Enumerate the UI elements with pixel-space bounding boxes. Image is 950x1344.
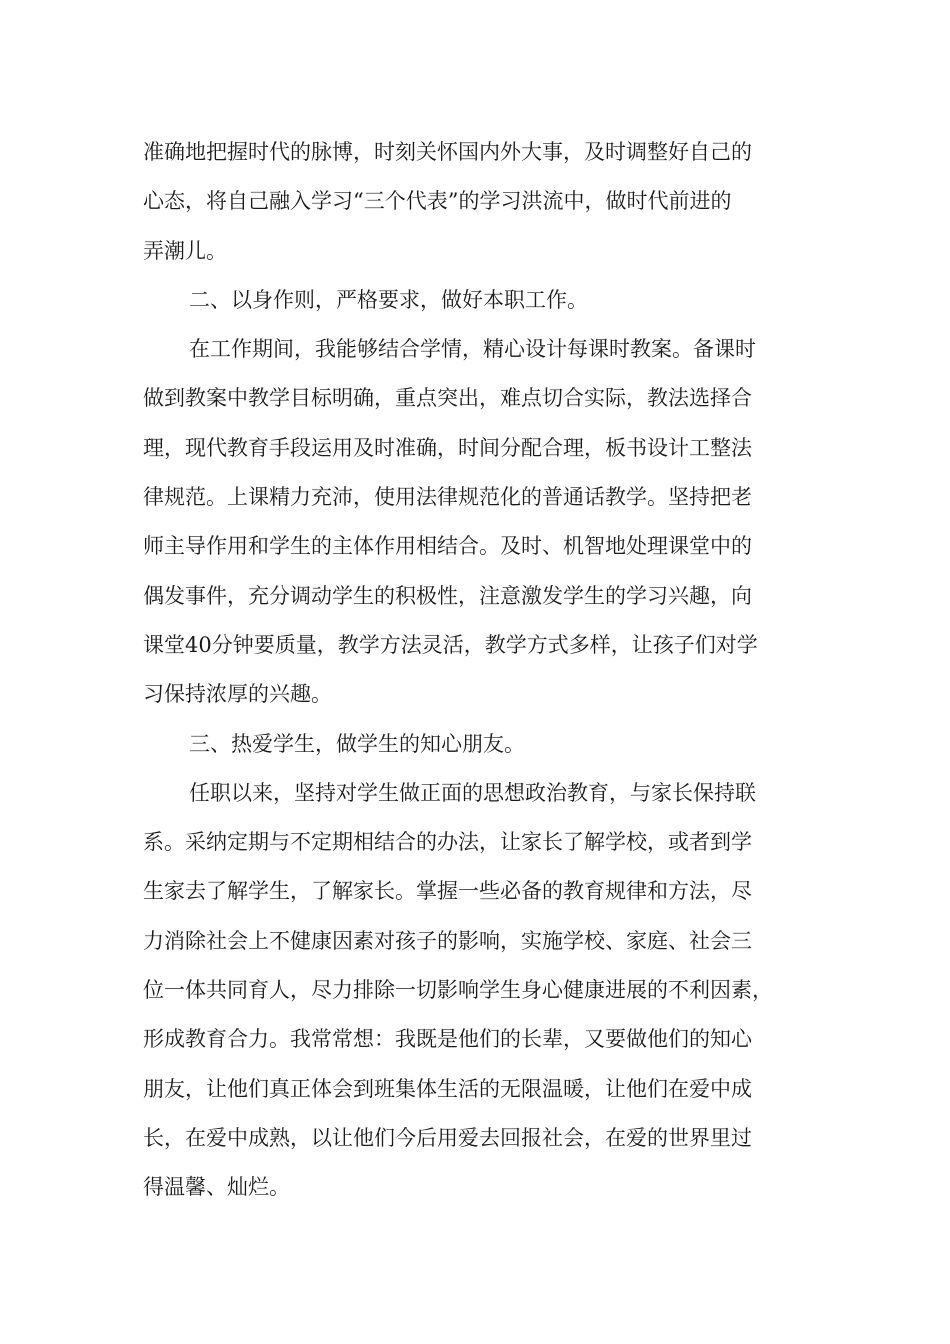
text-line: 师主导作用和学生的主体作用相结合。及时、机智地处理课堂中的 <box>143 534 752 559</box>
text-line: 长，在爱中成熟，以让他们今后用爱去回报社会，在爱的世界里过 <box>143 1125 752 1150</box>
text-line: 形成教育合力。我常常想：我既是他们的长辈，又要做他们的知心 <box>143 1027 752 1052</box>
text-line: 得温馨、灿烂。 <box>143 1175 290 1200</box>
text-line: 力消除社会上不健康因素对孩子的影响，实施学校、家庭、社会三 <box>143 928 752 953</box>
text-line: 偶发事件，充分调动学生的积极性，注意激发学生的学习兴趣，向 <box>143 583 752 608</box>
text-line: 弄潮儿。 <box>143 238 227 263</box>
text-line: 做到教案中教学目标明确，重点突出，难点切合实际，教法选择合 <box>143 386 752 411</box>
text-line: 生家去了解学生，了解家长。掌握一些必备的教育规律和方法，尽 <box>143 879 752 904</box>
section-heading: 三、热爱学生，做学生的知心朋友。 <box>189 731 525 756</box>
text-line: 朋友，让他们真正体会到班集体生活的无限温暖，让他们在爱中成 <box>143 1076 752 1101</box>
text-line: 习保持浓厚的兴趣。 <box>143 682 332 707</box>
document-body <box>143 128 815 1213</box>
text-line: 理，现代教育手段运用及时准确，时间分配合理，板书设计工整法 <box>143 435 752 460</box>
paragraph-first-line: 任职以来，坚持对学生做正面的思想政治教育，与家长保持联 <box>189 780 756 805</box>
text-line: 律规范。上课精力充沛，使用法律规范化的普通话教学。坚持把老 <box>143 485 752 510</box>
text-line: 课堂40分钟要质量，教学方法灵活，教学方式多样，让孩子们对学 <box>143 632 758 657</box>
text-line: 准确地把握时代的脉博，时刻关怀国内外大事，及时调整好自己的 <box>143 140 752 164</box>
text-line: 位一体共同育人，尽力排除一切影响学生身心健康进展的不利因素， <box>143 978 773 1003</box>
paragraph-first-line: 在工作期间，我能够结合学情，精心设计每课时教案。备课时 <box>189 337 756 362</box>
text-line: 系。采纳定期与不定期相结合的办法，让家长了解学校，或者到学 <box>143 830 752 855</box>
section-heading: 二、以身作则，严格要求，做好本职工作。 <box>189 287 588 312</box>
text-line: 心态，将自己融入学习“三个代表”的学习洪流中，做时代前进的 <box>143 189 732 214</box>
